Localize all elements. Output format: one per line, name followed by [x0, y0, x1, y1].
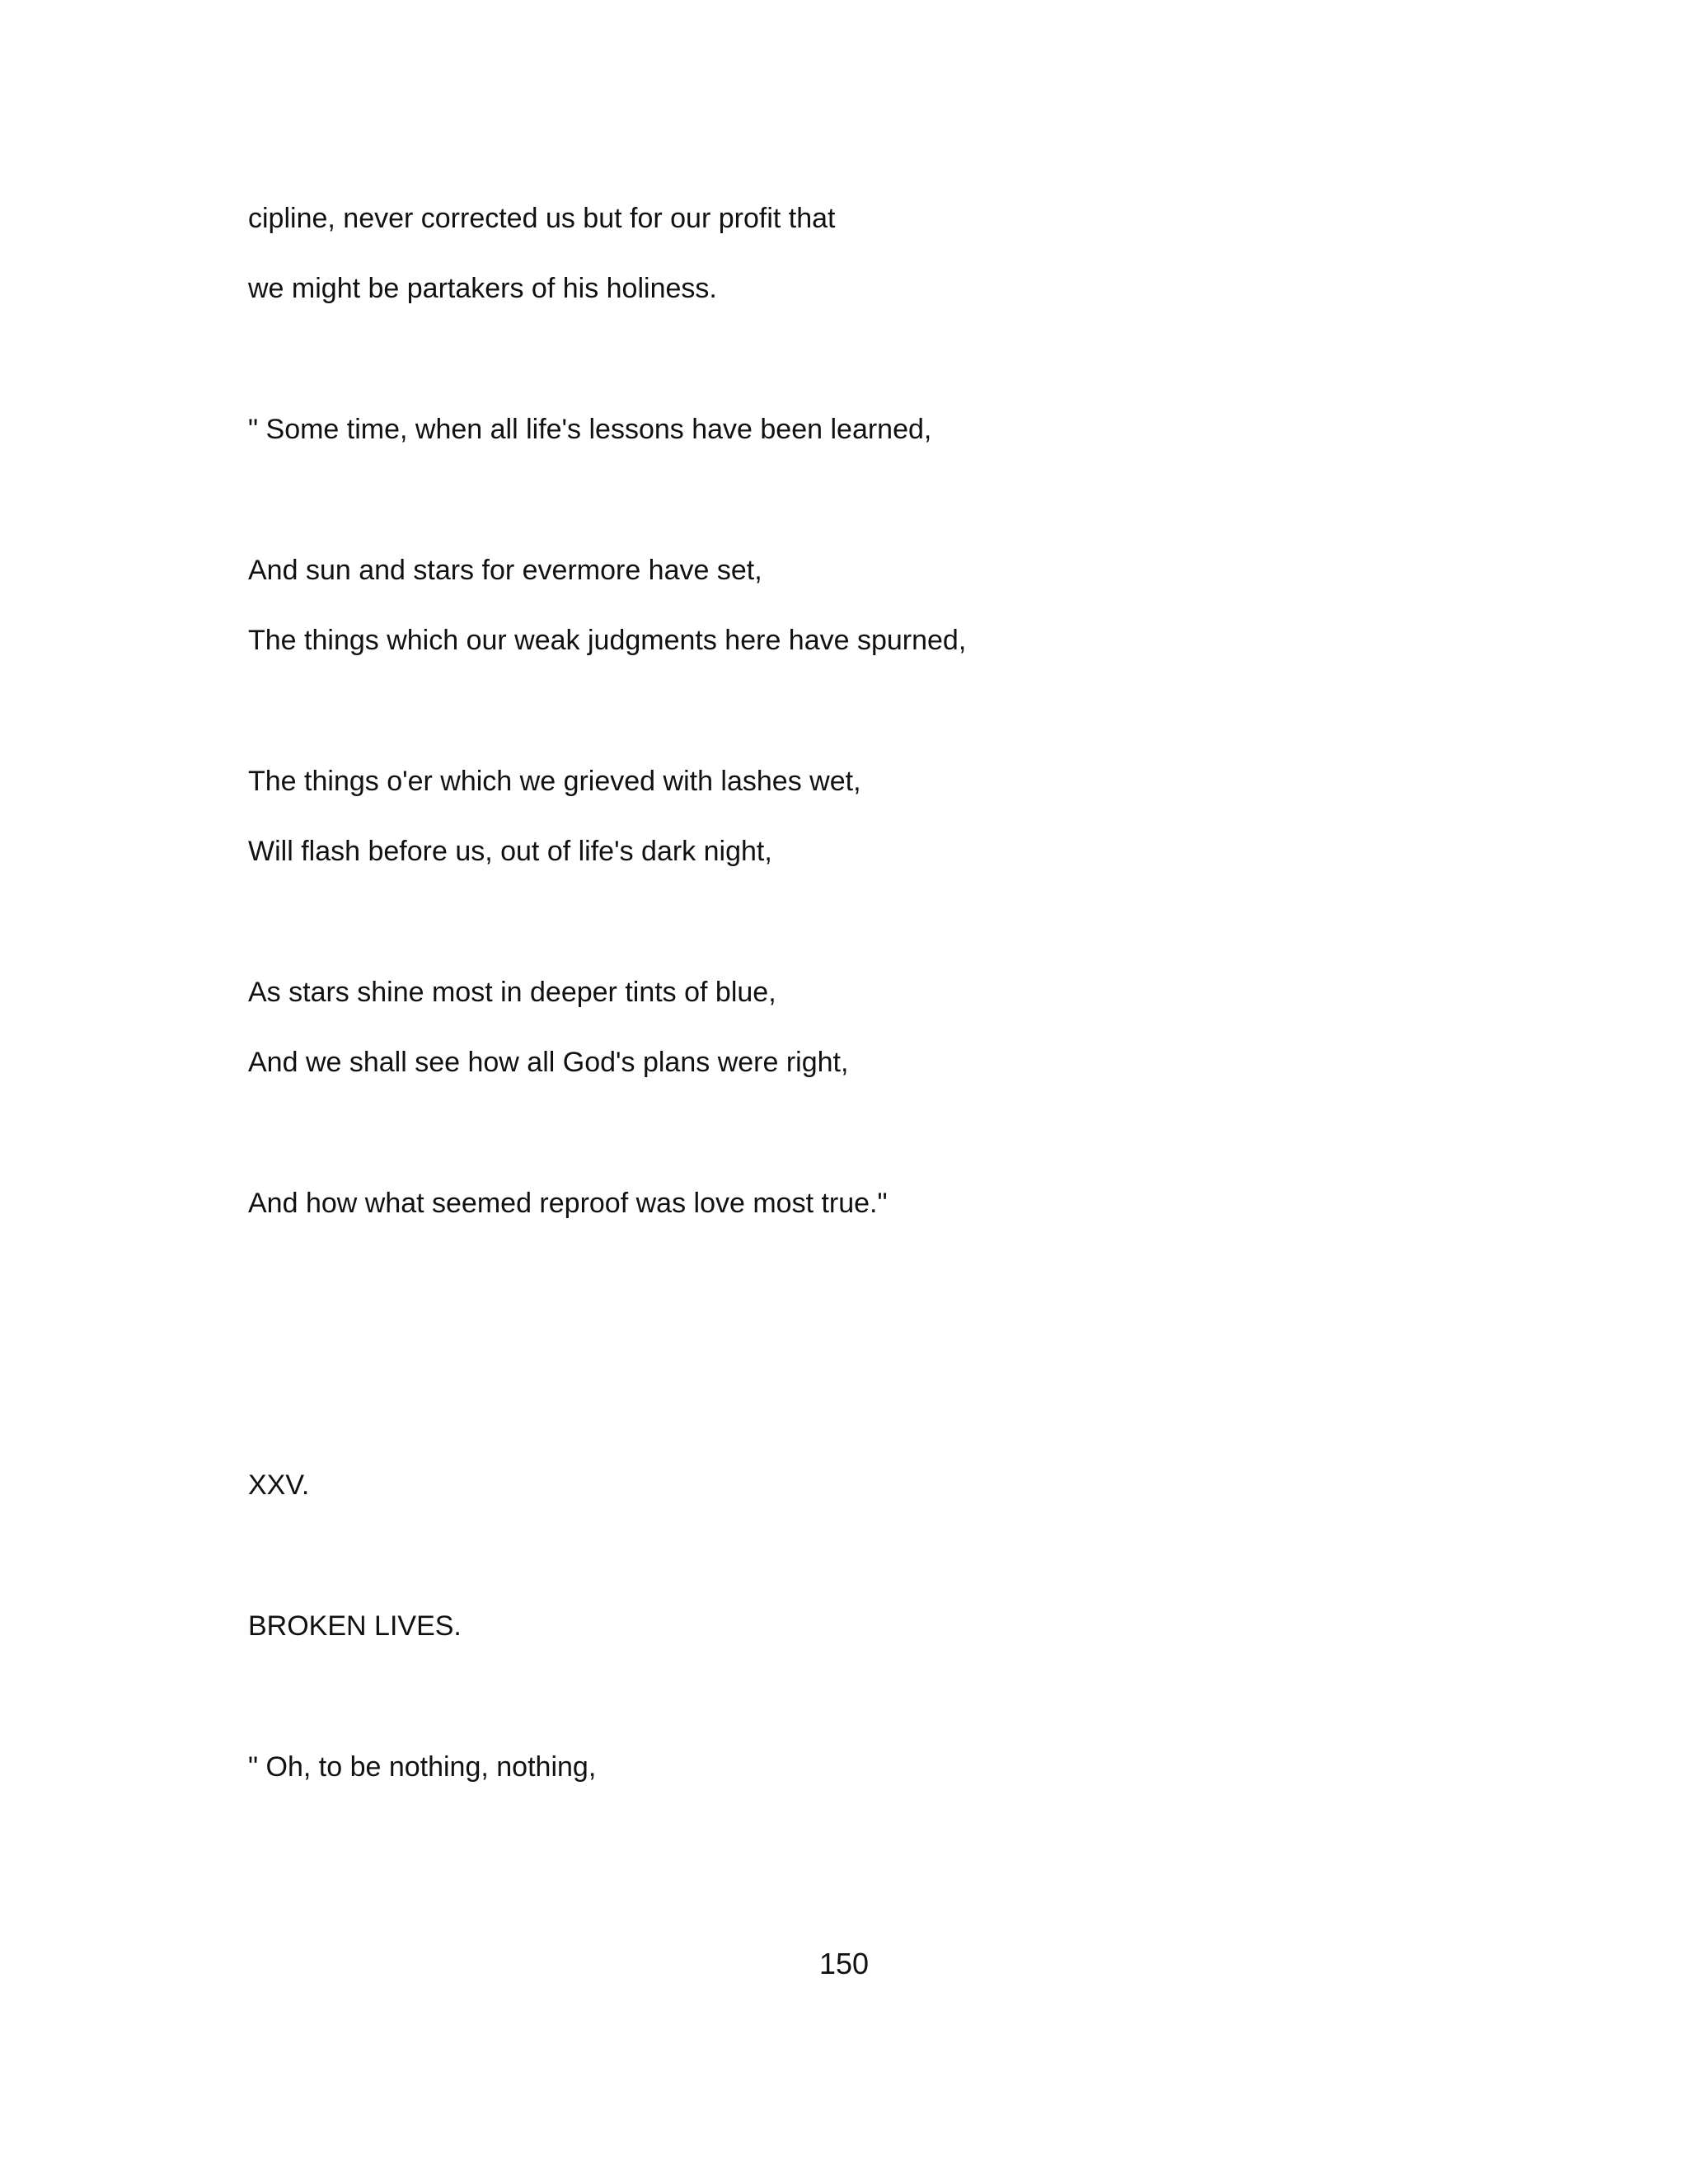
poem-line: The things which our weak judgments here have spurned, — [248, 625, 967, 656]
poem-line: As stars shine most in deeper tints of blue, — [248, 977, 776, 1008]
poem-line: And we shall see how all God's plans were right, — [248, 1047, 849, 1078]
poem-line: And sun and stars for evermore have set, — [248, 555, 762, 586]
poem-line: " Oh, to be nothing, nothing, — [248, 1751, 597, 1783]
poem-line: " Some time, when all life's lessons have been learned, — [248, 414, 932, 445]
page-number: 150 — [818, 1947, 870, 1980]
chapter-title: BROKEN LIVES. — [248, 1610, 462, 1642]
text-line: we might be partakers of his holiness. — [248, 273, 717, 304]
text-line: cipline, never corrected us but for our profit that — [248, 203, 836, 234]
poem-line: The things o'er which we grieved with lashes wet, — [248, 766, 861, 797]
chapter-number: XXV. — [248, 1469, 310, 1501]
poem-line: Will flash before us, out of life's dark night, — [248, 836, 772, 867]
poem-line: And how what seemed reproof was love most true." — [248, 1188, 888, 1219]
